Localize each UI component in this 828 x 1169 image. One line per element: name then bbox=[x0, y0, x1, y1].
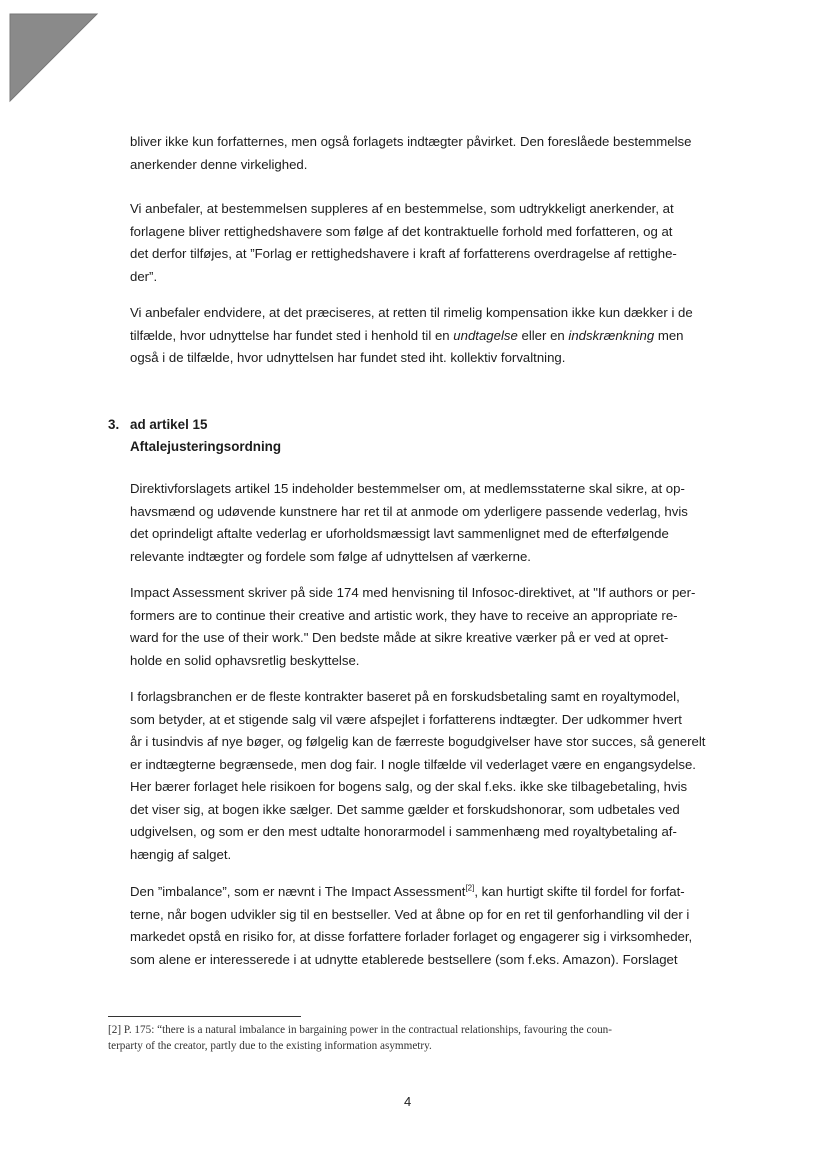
text-line: bliver ikke kun forfatternes, men også forlagets indtægter påvirket. Den foreslåede bestemmelse bbox=[130, 134, 692, 149]
text-line: som betyder, at et stigende salg vil være afspejlet i forfatterens indtægter. Der udkommer hvert bbox=[130, 711, 682, 727]
text-line: også i de tilfælde, hvor udnyttelsen har fundet sted iht. kollektiv forvaltning. bbox=[130, 350, 566, 365]
footnote-separator bbox=[108, 1016, 301, 1017]
text-line: Direktivforslagets artikel 15 indeholder bestemmelser om, at medlemsstaterne skal sikre, at op- bbox=[130, 481, 685, 496]
text-line-with-footnote bbox=[130, 881, 720, 904]
section-title: ad artikel 15 bbox=[130, 417, 208, 432]
paragraph-6 bbox=[130, 686, 720, 866]
text-segment: tilfælde, hvor udnyttelse har fundet sted i henhold til en bbox=[130, 327, 454, 343]
text-line: udgivelsen, og som er den mest udtalte honorarmodel i sammenhæng med royaltybetaling af- bbox=[130, 824, 677, 839]
footnote-reference[interactable]: [2] bbox=[465, 883, 475, 893]
text-line: terne, når bogen udvikler sig til en bestseller. Ved at åbne op for en ret til genforhandling vil der i bbox=[130, 906, 690, 922]
text-line: anerkender denne virkelighed. bbox=[130, 156, 308, 172]
paragraph-5 bbox=[130, 582, 720, 672]
text-segment: Den ”imbalance”, som er nævnt i The Impact Assessment bbox=[130, 884, 466, 899]
text-line: det derfor tilføjes, at ”Forlag er rettighedshavere i kraft af forfatterens overdragelse af rettighe- bbox=[130, 246, 677, 261]
paragraph-7 bbox=[130, 881, 720, 971]
text-line: Vi anbefaler endvidere, at det præciseres, at retten til rimelig kompensation ikke kun dækker i de bbox=[130, 305, 693, 320]
footnote-line: terparty of the creator, partly due to the existing information asymmetry. bbox=[108, 1040, 432, 1052]
text-line: år i tusindvis af nye bøger, og følgelig kan de færreste bogudgivelser have stor succes, så generelt bbox=[130, 734, 706, 749]
page-number: 4 bbox=[404, 1094, 412, 1109]
footnote-line: [2] P. 175: “there is a natural imbalance in bargaining power in the contractual relationships, favouring the coun- bbox=[108, 1024, 613, 1036]
paragraph-3 bbox=[130, 302, 720, 370]
text-line: hængig af salget. bbox=[130, 846, 232, 862]
text-line: ward for the use of their work." Den bedste måde at sikre kreative værker på er ved at opret- bbox=[130, 630, 669, 645]
paragraph-2 bbox=[130, 198, 720, 288]
text-segment: eller en bbox=[517, 327, 569, 343]
text-line: det viser sig, at bogen ikke sælger. Det samme gælder et forskudshonorar, som udbetales ved bbox=[130, 801, 680, 817]
text-line: der”. bbox=[130, 268, 158, 284]
paragraph-4 bbox=[130, 478, 720, 568]
text-line: formers are to continue their creative and artistic work, they have to receive an appropriate re- bbox=[130, 607, 678, 623]
text-line: forlagene bliver rettighedshavere som følge af det kontraktuelle forhold med forfatteren, og at bbox=[130, 223, 673, 239]
text-segment: , kan hurtigt skifte til fordel for forfat- bbox=[474, 884, 685, 899]
section-number: 3. bbox=[108, 417, 120, 432]
text-line: er indtægterne begrænsede, men dog fair. I nogle tilfælde vil vederlaget være en engangsydelse. bbox=[130, 756, 696, 772]
text-line: som alene er interesserede i at udnytte etablerede bestsellere (som f.eks. Amazon). Forslaget bbox=[130, 951, 678, 967]
section-subtitle: Aftalejusteringsordning bbox=[130, 439, 282, 454]
text-line: Her bærer forlaget hele risikoen for bogens salg, og der skal f.eks. ikke ske tilbagebetaling, hvis bbox=[130, 779, 688, 794]
text-line: havsmænd og udøvende kunstnere har ret til at anmode om yderligere passende vederlag, hvis bbox=[130, 503, 688, 519]
footnote bbox=[108, 1022, 718, 1054]
page-corner-fold bbox=[0, 0, 110, 110]
text-line: Impact Assessment skriver på side 174 med henvisning til Infosoc-direktivet, at "If authors or per- bbox=[130, 585, 696, 600]
text-line: relevante indtægter og fordele som følge af udnyttelsen af værkerne. bbox=[130, 548, 531, 564]
text-line: I forlagsbranchen er de fleste kontrakter baseret på en forskudsbetaling samt en royaltymodel, bbox=[130, 689, 680, 704]
paragraph-1 bbox=[130, 131, 720, 176]
text-line: det oprindeligt aftalte vederlag er uforholdsmæssigt lavt sammenlignet med de efterfølgende bbox=[130, 526, 669, 541]
text-segment: men bbox=[654, 327, 684, 343]
emphasis-undtagelse: undtagelse bbox=[453, 327, 518, 343]
text-line: holde en solid ophavsretlig beskyttelse. bbox=[130, 652, 360, 668]
emphasis-indskraenkning: indskrænkning bbox=[568, 327, 655, 343]
text-line-with-emphasis bbox=[130, 325, 720, 348]
text-line: markedet opstå en risiko for, at disse forfattere forlader forlaget og engagerer sig i virksomheder, bbox=[130, 929, 693, 944]
text-line: Vi anbefaler, at bestemmelsen suppleres af en bestemmelse, som udtrykkeligt anerkender, at bbox=[130, 201, 674, 216]
